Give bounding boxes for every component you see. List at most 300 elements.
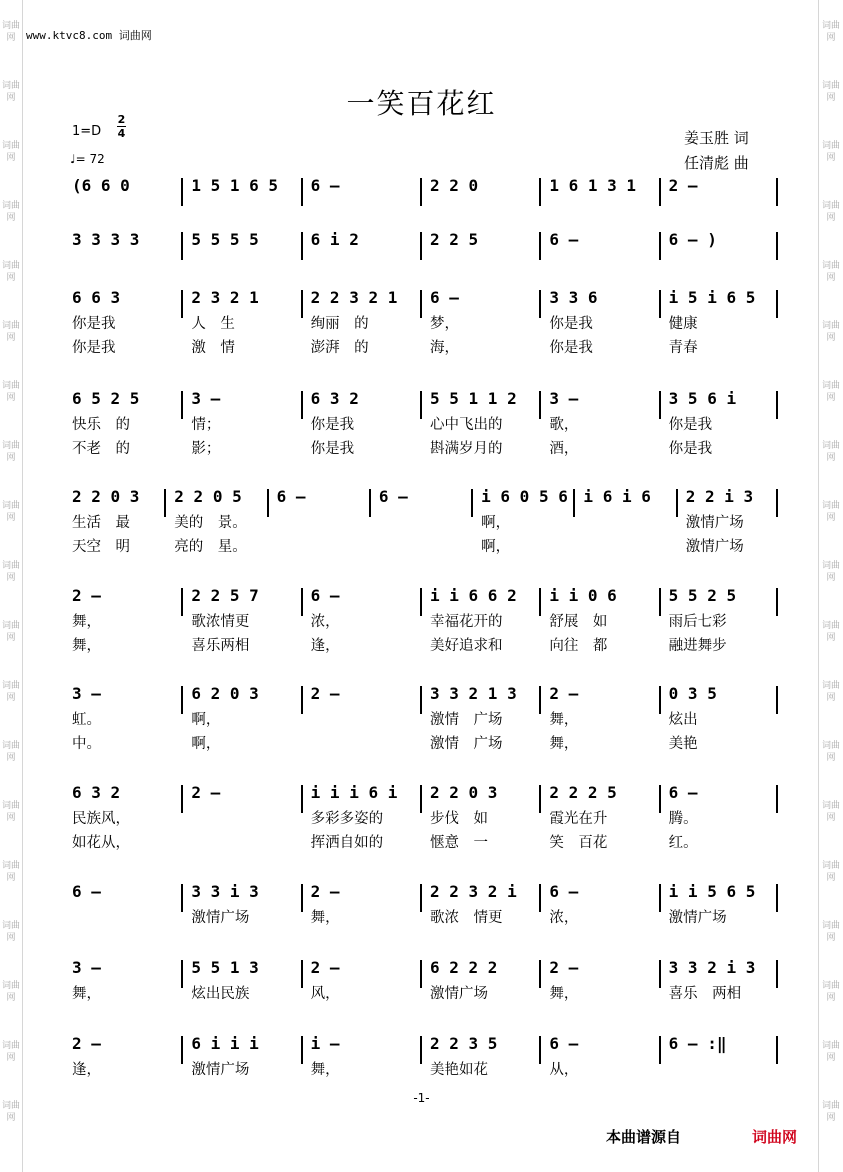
lyric-verse-1: [311, 708, 414, 732]
measure: [549, 954, 652, 1034]
lyric-verse-2: [669, 1006, 772, 1030]
barline: [420, 785, 422, 813]
lyric-verse-1: [549, 200, 652, 224]
measure: [669, 779, 772, 859]
barline: [181, 232, 183, 260]
measure-notes: 2 2 5: [430, 230, 479, 249]
lyric-verse-1: [549, 254, 652, 278]
measure: [72, 483, 158, 563]
measure: [72, 779, 175, 859]
lyric-verse-1: 激情广场: [668, 910, 727, 926]
measure: [311, 582, 414, 662]
lyric-verse-2: [191, 1006, 294, 1030]
lyric-verse-2: 美艳: [668, 736, 698, 752]
barline: [776, 178, 778, 206]
lyric-verse-1: 腾。: [668, 811, 698, 827]
lyric-verse-2: [72, 930, 175, 954]
source-name: 词曲网: [752, 1128, 798, 1146]
barline: [539, 232, 541, 260]
lyric-verse-2: 不老 的: [72, 441, 130, 457]
lyric-verse-1: 心中飞出的: [430, 417, 503, 433]
lyric-verse-2: 你是我: [72, 340, 116, 356]
lyric-verse-1: 喜乐 两相: [668, 986, 742, 1002]
lyric-verse-1: 舞，: [310, 1062, 340, 1078]
measure: [311, 954, 414, 1034]
barline: [776, 232, 778, 260]
measure-notes: 2 –: [549, 684, 579, 703]
barline: [181, 588, 183, 616]
score-line: [62, 483, 778, 563]
measure: [191, 954, 294, 1034]
measure: [430, 779, 533, 859]
lyric-verse-1: 人 生: [191, 316, 235, 332]
composer-credit: 任清彪 曲: [684, 154, 749, 172]
watermark-text: 词曲网: [821, 621, 840, 643]
measure-notes: (6 6 0: [72, 176, 130, 195]
measure: [669, 954, 772, 1034]
measure-notes: 3 –: [549, 389, 579, 408]
lyric-verse-1: 逢，: [72, 1062, 101, 1078]
lyricist-credit: 姜玉胜 词: [684, 129, 749, 147]
measure: [379, 483, 465, 563]
barline: [181, 178, 183, 206]
barline: [181, 960, 183, 988]
measure: [549, 779, 652, 859]
measure-notes: 2 2 3 5: [430, 1034, 498, 1053]
lyric-verse-1: 浓，: [549, 910, 579, 926]
measure: [549, 878, 652, 958]
measure-notes: 2 2 0 3: [72, 487, 140, 506]
barline: [369, 489, 371, 517]
watermark-text: 词曲网: [1, 141, 20, 163]
measure: [311, 878, 414, 958]
lyric-verse-2: [311, 732, 414, 756]
measure-notes: 2 –: [310, 958, 340, 977]
lyric-verse-1: 炫出民族: [191, 986, 250, 1002]
measure: [430, 385, 533, 465]
measure: [311, 284, 414, 364]
barline: [659, 290, 661, 318]
measure: [669, 680, 772, 760]
measure-notes: 2 2 5 7: [191, 586, 259, 605]
measure-notes: 2 –: [668, 176, 698, 195]
measure: [72, 878, 175, 958]
watermark-text: 词曲网: [1, 261, 20, 283]
lyric-verse-1: 激情广场: [430, 986, 488, 1002]
barline: [301, 391, 303, 419]
measure-notes: 3 –: [72, 684, 101, 703]
lyric-verse-1: 雨后七彩: [668, 614, 727, 630]
lyric-verse-1: 美艳如花: [430, 1062, 488, 1078]
measure: [191, 779, 294, 859]
measure-notes: 2 2 3 2 1: [310, 288, 398, 307]
lyric-verse-1: [379, 511, 465, 535]
measure-notes: 6 –: [276, 487, 306, 506]
measure-notes: 6 5 2 5: [72, 389, 140, 408]
barline: [301, 232, 303, 260]
measure: [430, 582, 533, 662]
barline: [301, 960, 303, 988]
watermark-text: 词曲网: [821, 1041, 840, 1063]
page-number: -1-: [413, 1091, 430, 1105]
measure: [72, 680, 175, 760]
lyric-verse-1: 美的 景。: [174, 515, 247, 531]
lyric-verse-1: 舞，: [549, 986, 579, 1002]
lyric-verse-2: 你是我: [549, 340, 593, 356]
site-url: www.ktvc8.com 词曲网: [26, 29, 152, 42]
watermark-text: 词曲网: [821, 561, 840, 583]
measure-notes: 6 –: [72, 882, 101, 901]
measure: [191, 385, 294, 465]
barline: [539, 391, 541, 419]
lyric-verse-1: 多彩多姿的: [310, 811, 384, 827]
lyric-verse-2: [191, 831, 294, 855]
measure-notes: 5 5 1 1 2: [430, 389, 517, 408]
measure: [549, 284, 652, 364]
measure-notes: 6 – :‖: [668, 1034, 727, 1053]
watermark-text: 词曲网: [1, 861, 20, 883]
measure: [669, 582, 772, 662]
barline: [776, 884, 778, 912]
lyric-verse-2: 惬意 一: [430, 835, 488, 851]
lyric-verse-2: 激情广场: [685, 539, 744, 555]
lyric-verse-1: [191, 254, 294, 278]
barline: [539, 178, 541, 206]
measure-notes: 2 –: [72, 1034, 101, 1053]
measure-notes: 1 6 1 3 1: [549, 176, 637, 195]
barline: [420, 588, 422, 616]
lyric-verse-1: 激情广场: [191, 910, 250, 926]
measure-notes: 6 –: [430, 288, 459, 307]
watermark-text: 词曲网: [1, 741, 20, 763]
measure: [669, 878, 772, 958]
lyric-verse-2: [549, 1006, 652, 1030]
lyric-verse-1: 浓，: [310, 614, 340, 630]
watermark-text: 词曲网: [821, 801, 840, 823]
time-denominator: 4: [117, 127, 126, 140]
lyric-verse-2: 融进舞步: [668, 638, 727, 654]
measure-notes: 2 2 0 3: [430, 783, 498, 802]
lyric-verse-2: 海，: [430, 340, 459, 356]
watermark-text: 词曲网: [1, 441, 20, 463]
source-label: 本曲谱源自: [606, 1128, 682, 1146]
measure: [174, 483, 260, 563]
barline: [267, 489, 269, 517]
lyric-verse-1: 舞，: [310, 910, 340, 926]
watermark-text: 词曲网: [1, 981, 20, 1003]
measure: [430, 680, 533, 760]
barline: [181, 290, 183, 318]
barline: [659, 588, 661, 616]
measure-notes: i i 6 6 2: [430, 586, 517, 605]
score-line: [62, 284, 778, 364]
measure-notes: 6 6 3: [72, 288, 121, 307]
measure-notes: 2 –: [72, 586, 101, 605]
watermark-text: 词曲网: [1, 921, 20, 943]
measure-notes: 6 2 2 2: [430, 958, 498, 977]
watermark-text: 词曲网: [821, 981, 840, 1003]
measure-notes: 5 5 1 3: [191, 958, 259, 977]
barline: [420, 960, 422, 988]
barline: [301, 1036, 303, 1064]
watermark-text: 词曲网: [821, 861, 840, 883]
lyric-verse-1: 民族风，: [72, 811, 130, 827]
lyric-verse-2: 你是我: [668, 441, 713, 457]
measure-notes: i –: [310, 1034, 340, 1053]
lyric-verse-2: [379, 535, 465, 559]
lyric-verse-1: 健康: [668, 316, 698, 332]
barline: [676, 489, 678, 517]
watermark-text: 词曲网: [821, 21, 840, 43]
barline: [659, 686, 661, 714]
score-line: [62, 878, 778, 958]
lyric-verse-2: 激 情: [191, 340, 235, 356]
measure-notes: 3 –: [72, 958, 101, 977]
lyric-verse-1: 炫出: [668, 712, 698, 728]
measure: [191, 680, 294, 760]
lyric-verse-2: [430, 1006, 533, 1030]
lyric-verse-1: 你是我: [549, 316, 593, 332]
lyric-verse-2: 挥洒自如的: [310, 835, 384, 851]
lyric-verse-1: [430, 200, 533, 224]
lyric-verse-2: [72, 1006, 175, 1030]
barline: [420, 391, 422, 419]
measure-notes: 6 –: [549, 230, 579, 249]
lyric-verse-1: [311, 200, 414, 224]
score-line: [62, 385, 778, 465]
song-title: 一笑百花红: [346, 87, 497, 120]
barline: [776, 489, 778, 517]
watermark-text: 词曲网: [821, 321, 840, 343]
measure: [549, 582, 652, 662]
measure-notes: 2 2 3 2 i: [430, 882, 517, 901]
watermark-text: 词曲网: [821, 1101, 840, 1123]
lyric-verse-2: 斟满岁月的: [430, 441, 503, 457]
measure-notes: 6 i 2: [310, 230, 359, 249]
score-line: [62, 779, 778, 859]
measure: [669, 385, 772, 465]
lyric-verse-1: [430, 254, 533, 278]
lyric-verse-2: 酒，: [549, 441, 579, 457]
barline: [539, 588, 541, 616]
lyric-verse-1: 你是我: [72, 316, 116, 332]
watermark-text: 词曲网: [1, 81, 20, 103]
lyric-verse-1: 歌浓情更: [191, 614, 250, 630]
measure-notes: 6 – ): [668, 230, 717, 249]
measure-notes: 3 3 i 3: [191, 882, 259, 901]
barline: [301, 884, 303, 912]
right-watermark-strip: [818, 0, 843, 1172]
lyric-verse-2: 逢，: [310, 638, 340, 654]
lyric-verse-1: 你是我: [310, 417, 355, 433]
measure-notes: 2 –: [549, 958, 579, 977]
barline: [659, 232, 661, 260]
lyric-verse-2: 红。: [668, 835, 698, 851]
measure-notes: 2 2 0: [430, 176, 479, 195]
lyric-verse-2: 亮的 星。: [174, 539, 247, 555]
lyric-verse-2: 澎湃 的: [310, 340, 369, 356]
watermark-text: 词曲网: [1, 201, 20, 223]
measure-notes: 2 2 i 3: [685, 487, 754, 506]
measure: [277, 483, 363, 563]
lyric-verse-1: [669, 1058, 772, 1082]
lyric-verse-1: [277, 511, 363, 535]
barline: [181, 884, 183, 912]
time-numerator: 2: [117, 113, 126, 126]
measure-notes: 6 –: [668, 783, 698, 802]
barline: [659, 1036, 661, 1064]
lyric-verse-1: 情；: [191, 417, 221, 433]
lyric-verse-2: 天空 明: [72, 539, 130, 555]
barline: [659, 178, 661, 206]
lyric-verse-1: 歌浓 情更: [430, 910, 503, 926]
lyric-verse-2: [669, 930, 772, 954]
barline: [776, 960, 778, 988]
lyric-verse-2: 啊，: [481, 539, 511, 555]
lyric-verse-2: 啊，: [191, 736, 221, 752]
lyric-verse-2: [191, 930, 294, 954]
barline: [301, 290, 303, 318]
barline: [659, 785, 661, 813]
barline: [659, 391, 661, 419]
barline: [181, 785, 183, 813]
measure-notes: 6 –: [549, 882, 579, 901]
measure-notes: 2 –: [191, 783, 221, 802]
lyric-verse-1: 虹。: [72, 712, 101, 728]
lyric-verse-1: [583, 511, 669, 535]
lyric-verse-1: 你是我: [668, 417, 713, 433]
barline: [539, 960, 541, 988]
score-line: [62, 582, 778, 662]
lyric-verse-1: 歌，: [549, 417, 579, 433]
lyric-verse-1: 舞，: [72, 614, 101, 630]
measure: [72, 385, 175, 465]
measure: [72, 954, 175, 1034]
lyric-verse-1: 梦，: [430, 316, 459, 332]
measure-notes: i i i 6 i: [310, 783, 398, 802]
lyric-verse-2: 青春: [668, 340, 698, 356]
barline: [776, 588, 778, 616]
watermark-text: 词曲网: [1, 681, 20, 703]
barline: [659, 884, 661, 912]
measure-notes: 0 3 5: [668, 684, 717, 703]
measure: [311, 779, 414, 859]
lyric-verse-2: 激情 广场: [430, 736, 503, 752]
measure-notes: 2 –: [310, 882, 340, 901]
lyric-verse-2: 你是我: [310, 441, 355, 457]
measure: [430, 954, 533, 1034]
lyric-verse-2: [549, 930, 652, 954]
measure-notes: 3 3 6: [549, 288, 598, 307]
watermark-text: 词曲网: [821, 681, 840, 703]
barline: [539, 290, 541, 318]
watermark-text: 词曲网: [1, 1041, 20, 1063]
lyric-verse-1: 绚丽 的: [310, 316, 369, 332]
watermark-text: 词曲网: [821, 81, 840, 103]
watermark-text: 词曲网: [821, 921, 840, 943]
barline: [539, 1036, 541, 1064]
lyric-verse-1: 激情广场: [685, 515, 744, 531]
lyric-verse-2: [430, 930, 533, 954]
left-watermark-strip: [0, 0, 23, 1172]
lyric-verse-2: [583, 535, 669, 559]
barline: [471, 489, 473, 517]
lyric-verse-1: [311, 254, 414, 278]
lyric-verse-2: 美好追求和: [430, 638, 503, 654]
measure-notes: i 6 i 6: [583, 487, 651, 506]
measure-notes: 6 –: [310, 176, 340, 195]
lyric-verse-1: [191, 200, 294, 224]
barline: [539, 785, 541, 813]
lyric-verse-2: 向往 都: [549, 638, 608, 654]
barline: [539, 884, 541, 912]
measure-notes: 3 3 3 3: [72, 230, 140, 249]
watermark-text: 词曲网: [1, 321, 20, 343]
measure: [191, 284, 294, 364]
lyric-verse-1: [72, 906, 175, 930]
barline: [659, 960, 661, 988]
barline: [420, 1036, 422, 1064]
measure-notes: 2 2 0 5: [174, 487, 242, 506]
watermark-text: 词曲网: [821, 201, 840, 223]
lyric-verse-1: [191, 807, 294, 831]
score-line: [62, 954, 778, 1034]
lyric-verse-1: 啊，: [481, 515, 511, 531]
barline: [420, 232, 422, 260]
lyric-verse-2: 如花从，: [72, 835, 130, 851]
measure: [72, 284, 175, 364]
barline: [181, 1036, 183, 1064]
measure: [430, 878, 533, 958]
watermark-text: 词曲网: [821, 441, 840, 463]
measure-notes: 6 i i i: [191, 1034, 259, 1053]
lyric-verse-1: 舒展 如: [549, 614, 608, 630]
measure-notes: 2 2 2 5: [549, 783, 617, 802]
measure: [481, 483, 567, 563]
lyric-verse-1: 激情广场: [191, 1062, 250, 1078]
measure-notes: i 5 i 6 5: [668, 288, 756, 307]
watermark-text: 词曲网: [1, 561, 20, 583]
measure: [549, 680, 652, 760]
lyric-verse-1: 霞光在升: [549, 811, 608, 827]
key-signature: 1=D: [72, 124, 102, 139]
measure: [311, 385, 414, 465]
lyric-verse-1: 风，: [310, 986, 340, 1002]
watermark-text: 词曲网: [1, 501, 20, 523]
measure-notes: 3 5 6 i: [668, 389, 737, 408]
measure-notes: 6 –: [549, 1034, 579, 1053]
barline: [776, 290, 778, 318]
watermark-text: 词曲网: [821, 261, 840, 283]
watermark-text: 词曲网: [821, 381, 840, 403]
measure: [191, 878, 294, 958]
barline: [573, 489, 575, 517]
barline: [301, 686, 303, 714]
barline: [301, 588, 303, 616]
lyric-verse-2: 喜乐两相: [191, 638, 250, 654]
lyric-verse-2: 影；: [191, 441, 221, 457]
measure: [191, 582, 294, 662]
measure-notes: 6 3 2: [310, 389, 359, 408]
lyric-verse-1: [72, 254, 175, 278]
barline: [164, 489, 166, 517]
measure: [311, 680, 414, 760]
barline: [420, 884, 422, 912]
measure-notes: i i 0 6: [549, 586, 617, 605]
measure-notes: 5 5 2 5: [668, 586, 737, 605]
lyric-verse-1: 从，: [549, 1062, 579, 1078]
measure-notes: 6 –: [310, 586, 340, 605]
